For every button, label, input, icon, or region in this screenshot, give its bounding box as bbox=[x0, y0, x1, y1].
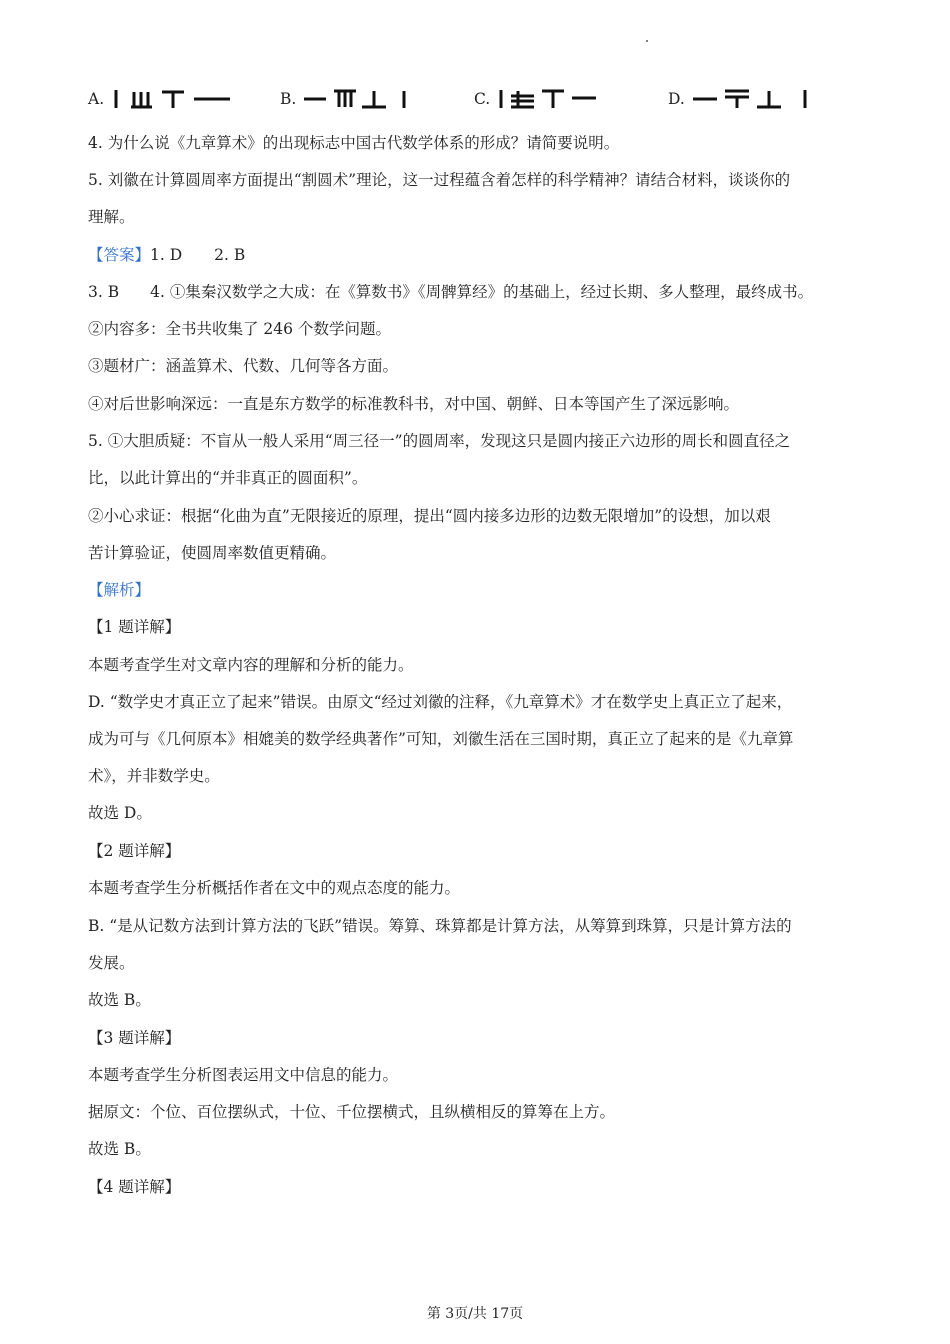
detail-4-title: 【4 题详解】 bbox=[88, 1178, 181, 1196]
question-5-line-1: 5. 刘徽在计算圆周率方面提出“割圆术”理论，这一过程蕴含着怎样的科学精神？请结合材料，谈谈你的 bbox=[88, 171, 791, 189]
question-4: 4. 为什么说《九章算术》的出现标志中国古代数学体系的形成？请简要说明。 bbox=[88, 134, 620, 152]
question-5-line-2: 理解。 bbox=[88, 208, 135, 226]
option-b[interactable] bbox=[280, 86, 410, 112]
option-c-label: C. bbox=[474, 90, 491, 108]
option-d[interactable] bbox=[668, 86, 811, 112]
option-b-label: B. bbox=[280, 90, 297, 108]
answer-line-6: ④对后世影响深远：一直是东方数学的标准教科书，对中国、朝鲜、日本等国产生了深远影响。 bbox=[88, 395, 740, 413]
detail-1-title: 【1 题详解】 bbox=[88, 618, 181, 636]
answer-line-4: ②内容多：全书共收集了 246 个数学问题。 bbox=[88, 320, 391, 338]
answer-line-10: 苦计算验证，使圆周率数值更精确。 bbox=[88, 544, 337, 562]
answer-2: 2. B bbox=[214, 246, 246, 264]
answer-line-3: 3. B 4. ①集秦汉数学之大成：在《算数书》《周髀算经》的基础上，经过长期、多人整理，最终成书。 bbox=[88, 283, 814, 301]
detail-2-title: 【2 题详解】 bbox=[88, 842, 181, 860]
option-b-rod-numeral bbox=[304, 87, 410, 111]
answer-line-7: 5. ①大胆质疑：不盲从一般人采用“周三径一”的圆周率，发现这只是圆内接正六边形的周长和圆直径之 bbox=[88, 432, 791, 450]
option-a-rod-numeral bbox=[112, 87, 234, 111]
page-number: 第 3页/共 17页 bbox=[426, 1306, 524, 1322]
detail-1-line-1: 本题考查学生对文章内容的理解和分析的能力。 bbox=[88, 656, 414, 674]
detail-3-line-1: 本题考查学生分析图表运用文中信息的能力。 bbox=[88, 1066, 399, 1084]
detail-3-line-2: 据原文：个位、百位摆纵式，十位、千位摆横式，且纵横相反的算筹在上方。 bbox=[88, 1103, 616, 1121]
analysis-tag: 【解析】 bbox=[88, 581, 151, 599]
detail-1-line-4: 术》，并非数学史。 bbox=[88, 767, 220, 785]
detail-1-line-2: D. “数学史才真正立了起来”错误。由原文“经过刘徽的注释，《九章算术》才在数学史上真正立了起来， bbox=[88, 693, 793, 711]
detail-1-line-5: 故选 D。 bbox=[88, 804, 152, 822]
option-c[interactable] bbox=[474, 86, 598, 112]
detail-3-title: 【3 题详解】 bbox=[88, 1029, 181, 1047]
detail-3-line-3: 故选 B。 bbox=[88, 1140, 151, 1158]
option-c-rod-numeral bbox=[498, 87, 598, 111]
answer-tag: 【答案】 bbox=[88, 246, 151, 264]
detail-2-line-2: B. “是从记数方法到计算方法的飞跃”错误。筹算、珠算都是计算方法，从筹算到珠算，只是计算方法的 bbox=[88, 917, 792, 935]
answer-line-8: 比，以此计算出的“并非真正的圆面积”。 bbox=[88, 469, 368, 487]
option-a-label: A. bbox=[88, 90, 105, 108]
answer-line-9: ②小心求证：根据“化曲为直”无限接近的原理，提出“圆内接多边形的边数无限增加”的设想，加以艰 bbox=[88, 507, 771, 525]
detail-2-line-4: 故选 B。 bbox=[88, 991, 151, 1009]
detail-1-line-3: 成为可与《几何原本》相媲美的数学经典著作”可知，刘徽生活在三国时期，真正立了起来的是《九章算 bbox=[88, 730, 794, 748]
answer-line-1 bbox=[88, 245, 245, 265]
detail-2-line-3: 发展。 bbox=[88, 954, 135, 972]
detail-2-line-1: 本题考查学生分析概括作者在文中的观点态度的能力。 bbox=[88, 879, 461, 897]
option-d-label: D. bbox=[668, 90, 685, 108]
answer-1: 1. D bbox=[150, 246, 183, 264]
option-a[interactable] bbox=[88, 86, 234, 112]
scan-dot bbox=[646, 40, 648, 42]
answer-line-5: ③题材广：涵盖算术、代数、几何等各方面。 bbox=[88, 357, 399, 375]
option-d-rod-numeral bbox=[693, 87, 811, 111]
